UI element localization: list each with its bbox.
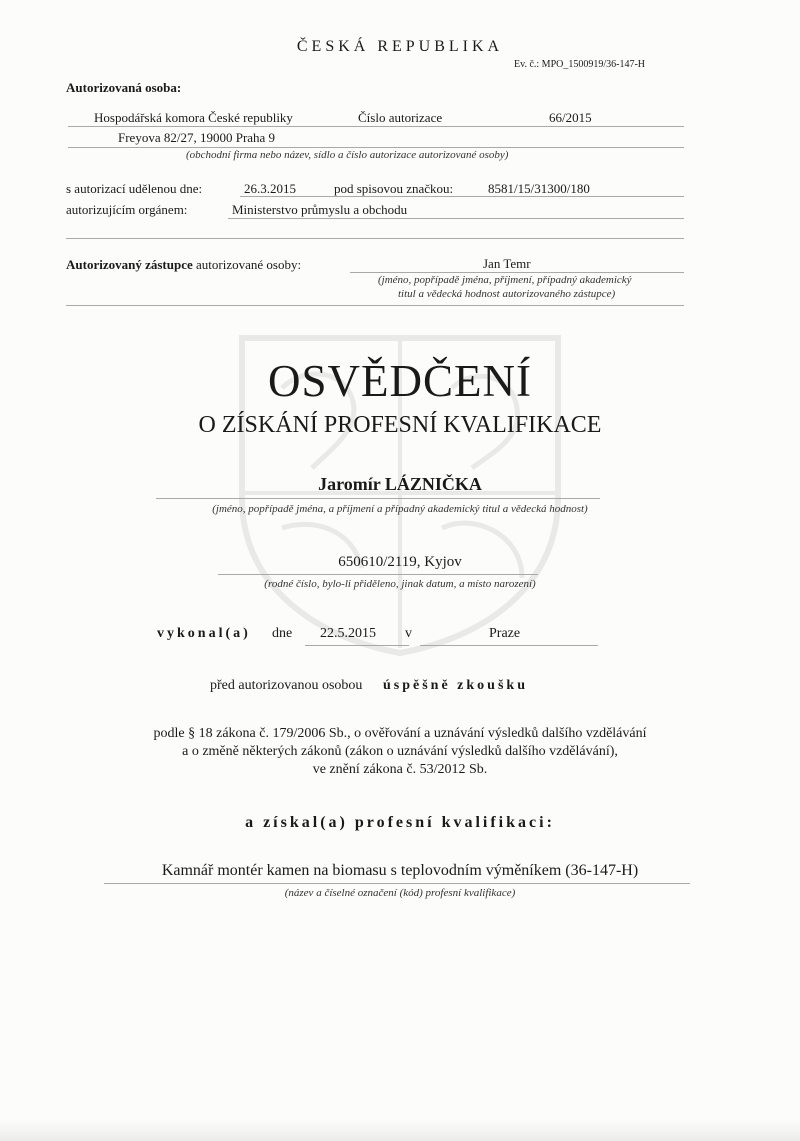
form-rule [420, 645, 598, 646]
form-rule [305, 645, 409, 646]
authority-label: autorizujícím orgánem: [66, 202, 188, 217]
authorized-person-address: Freyova 82/27, 19000 Praha 9 [118, 130, 276, 145]
exam-date: 22.5.2015 [320, 626, 376, 641]
qualification-note: (název a číselné označení (kód) profesní kvalifikace) [284, 887, 516, 899]
form-rule [240, 196, 684, 197]
performed-label: vykonal(a) [157, 626, 251, 641]
birth-note: (rodné číslo, bylo-li přiděleno, jinak datum, a místo narození) [264, 578, 536, 590]
form-rule [66, 305, 684, 306]
representative-label-rest: autorizované osoby: [196, 257, 302, 272]
before-label: před autorizovanou osobou [210, 678, 363, 693]
qualification-heading: a získal(a) profesní kvalifikaci: [245, 814, 555, 831]
birth-info: 650610/2119, Kyjov [338, 554, 462, 570]
representative-note-1: (jméno, popřípadě jména, příjmení, případný akademický [378, 274, 632, 286]
representative-label [66, 257, 301, 273]
evidence-number: Ev. č.: MPO_1500919/36-147-H [514, 59, 646, 70]
form-rule [104, 883, 690, 884]
form-rule [66, 238, 684, 239]
representative-name: Jan Temr [483, 256, 531, 271]
place-label: v [405, 626, 412, 641]
certificate-subtitle: O ZÍSKÁNÍ PROFESNÍ KVALIFIKACE [198, 412, 602, 438]
authorized-person-label: Autorizovaná osoba: [66, 80, 182, 95]
certificate-title: OSVĚDČENÍ [268, 356, 532, 406]
legal-line-1: podle § 18 zákona č. 179/2006 Sb., o ověřování a uznávání výsledků dalšího vzdělávání [153, 726, 647, 741]
authorization-number: 66/2015 [549, 110, 592, 125]
representative-note-2: titul a vědecká hodnost autorizovaného zástupce) [398, 288, 616, 300]
representative-label-bold: Autorizovaný zástupce [66, 257, 193, 272]
holder-name: Jaromír LÁZNIČKA [318, 474, 482, 494]
exam-place: Praze [489, 626, 521, 641]
form-rule [218, 574, 538, 575]
authorization-number-label: Číslo autorizace [358, 110, 443, 125]
granted-label: s autorizací udělenou dne: [66, 181, 203, 196]
form-rule [350, 272, 684, 273]
legal-line-3: ve znění zákona č. 53/2012 Sb. [312, 762, 488, 777]
country-heading: ČESKÁ REPUBLIKA [296, 38, 504, 55]
form-rule [228, 218, 684, 219]
file-number: 8581/15/31300/180 [488, 181, 590, 196]
qualification-name: Kamnář montér kamen na biomasu s teplovodním výměníkem (36-147-H) [161, 862, 639, 879]
exam-result: úspěšně zkoušku [383, 678, 528, 693]
form-rule [68, 147, 684, 148]
legal-line-2: a o změně některých zákonů (zákon o uznávání výsledků dalšího vzdělávání), [182, 744, 618, 759]
holder-note: (jméno, popřípadě jména, a příjmení a případný akademický titul a vědecká hodnost) [212, 503, 588, 515]
file-number-label: pod spisovou značkou: [334, 181, 454, 196]
page-bottom-edge [0, 1120, 800, 1141]
granted-date: 26.3.2015 [244, 181, 296, 196]
form-rule [68, 126, 684, 127]
authorized-person-note: (obchodní firma nebo název, sídlo a číslo autorizace autorizované osoby) [186, 149, 509, 161]
authorized-person-name: Hospodářská komora České republiky [94, 110, 293, 125]
authority-name: Ministerstvo průmyslu a obchodu [232, 202, 408, 217]
form-rule [156, 498, 600, 499]
date-label: dne [272, 626, 293, 641]
